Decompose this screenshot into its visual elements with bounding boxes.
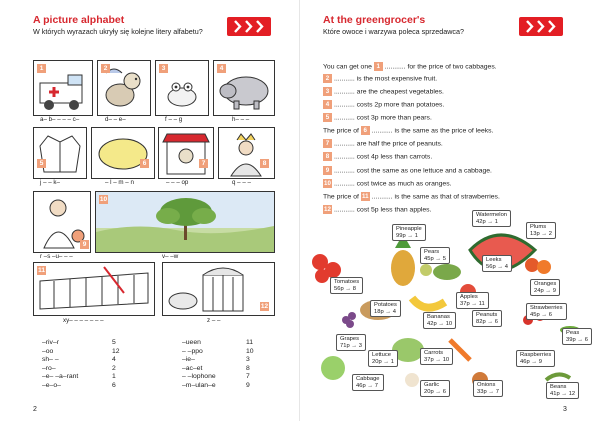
picture-number: 11 [38,267,45,274]
word-gap: –oo [42,347,54,355]
picture-clue: xy– – – – – – – [63,317,104,324]
price-tag [336,334,366,351]
price-tag [530,279,560,296]
picture-xylophone [33,262,155,316]
sentence-text: ........... cost 4p less than carrots. [334,153,433,161]
price-tag-price: 56p → 4 [486,263,508,270]
price-tag-price: 41p → 12 [550,390,576,397]
price-tag-name: Watermelon [476,212,508,218]
price-tag [330,277,363,294]
picture-number: 5 [37,159,46,168]
price-tag [472,210,511,227]
sentence-row [323,100,444,110]
sentence-row [323,192,500,202]
price-tag [420,380,450,397]
picture-number: 10 [99,196,108,203]
picture-jacket [33,127,87,179]
price-tag-price: 42p → 10 [427,320,453,327]
price-tag [368,350,398,367]
price-tag [370,300,401,317]
sentence-text: ........... are the cheapest vegetables. [334,88,444,96]
sentence-text: ........... cost twice as much as oranges. [334,180,452,188]
sentence-number: 11 [362,193,369,200]
word-gap: –ac–et [182,364,203,372]
price-tag-price: 46p → 7 [356,382,378,389]
price-tag [526,222,556,239]
right-page-title: At the greengrocer's [323,14,426,26]
picture-number: 3 [159,64,168,73]
sentence-text: ........... cost 5p less than apples. [334,206,432,214]
page-number: 3 [563,406,567,413]
picture-number: 9 [80,240,89,249]
sentence-row [323,139,443,149]
price-tag [420,348,453,365]
sentence-number: 6 [361,126,370,135]
page-number: 2 [33,406,37,413]
sentence-row [323,87,444,97]
word-number: 10 [246,347,254,355]
price-tag-name: Lettuce [372,352,392,358]
picture-clue: h– – – [232,116,250,123]
word-number: 11 [246,339,254,346]
picture-shop [158,127,214,179]
sentence-row [323,74,437,84]
price-tag-name: Carrots [424,350,444,356]
sentence-text: ........... costs 2p more than potatoes. [334,101,445,109]
picture-clue: v– –w [162,253,179,260]
price-tag-price: 56p → 8 [334,285,356,292]
price-tag-name: Cabbage [356,376,380,382]
picture-clue: q – – – [232,179,251,186]
word-gap: –e–o– [42,381,61,389]
sentence-text: ........... cost the same as one lettuce and a cabbage. [334,167,492,175]
price-tag-price: 20p → 6 [424,388,446,395]
left-page-subtitle: W których wyrazach ukryły się kolejne litery alfabetu? [33,27,203,36]
word-number: 6 [112,381,116,389]
price-tag-name: Oranges [534,281,557,287]
price-tag-name: Plums [530,224,547,230]
sentence-row [323,152,432,162]
sentence-number: 12 [324,206,331,213]
price-tag-price: 46p → 9 [520,358,542,365]
picture-number: 2 [101,64,110,73]
price-tag-name: Peas [566,330,580,336]
price-tag-name: Strawberries [530,305,563,311]
sentence-row [323,113,432,123]
picture-lemon [91,127,155,179]
sentence-number: 3 [323,87,332,96]
sentence-text: ........... cost 3p more than pears. [334,114,432,122]
right-page [300,0,600,421]
price-tag-price: 99p → 1 [396,232,418,239]
price-tag-name: Grapes [340,336,360,342]
price-tag-name: Leeks [486,257,502,263]
picture-clue: z – – [207,317,221,324]
word-number: 8 [246,364,250,372]
price-tag [423,312,456,329]
word-gap: –e– –a–rant [42,373,79,380]
sentence-row [323,205,431,215]
word-gap: –riv–r [42,339,59,346]
price-tag-price: 45p → 6 [530,311,552,318]
picture-number: 4 [217,64,226,73]
sentence-row [323,126,493,136]
picture-queen [218,127,275,179]
price-tag-price: 18p → 4 [374,308,396,315]
word-number: 4 [112,356,116,363]
left-page-title: A picture alphabet [33,14,125,26]
price-tag-name: Potatoes [374,302,397,308]
sentence-text: ........... is the most expensive fruit. [334,75,438,83]
price-tag-price: 45p → 5 [424,255,446,262]
price-tag-name: Pears [424,249,440,255]
sentence-number: 9 [323,166,332,175]
price-tag-name: Bananas [427,314,450,320]
sentence-row [323,166,492,176]
picture-number: 12 [260,303,269,310]
sentence-number: 2 [323,74,332,83]
price-tag-name: Peanuts [476,312,498,318]
chevron-arrows-icon [227,17,271,36]
sentence-text: ........... are half the price of peanuts. [334,140,443,148]
sentence-row [323,179,451,189]
price-tag-price: 20p → 1 [372,358,394,365]
price-tag-name: Raspberries [520,352,552,358]
price-tag [546,382,579,399]
price-tag [482,255,512,272]
word-list-left [42,339,142,390]
sentence-text: ........... for the price of two cabbages. [384,63,497,71]
word-gap: – –ppo [182,347,203,355]
price-tag-price: 37p → 11 [460,300,485,307]
price-tag-price: 39p → 6 [566,336,588,343]
price-tag-price: 71p → 3 [340,342,362,349]
price-tag-price: 37p → 10 [424,356,450,363]
picture-clue: r –s –u– – – [40,253,73,260]
price-tag [420,247,450,264]
word-number: 1 [112,373,116,380]
picture-clue: – – – op [166,179,189,186]
sentence-number: 5 [323,113,332,122]
picture-clue: j – – k– [40,179,60,186]
sentence-number: 10 [324,180,331,187]
word-list-right [182,339,282,390]
picture-clue: – l – m – n [105,179,134,186]
price-tag-price: 82p → 6 [476,318,498,325]
price-tag-name: Apples [460,294,478,300]
word-gap: –m–ulan–e [182,381,216,389]
sentence-lead: The price of [323,127,359,135]
word-gap: sh– – [42,356,59,363]
sentence-number: 1 [374,62,383,71]
word-gap: –ie– [182,356,195,363]
word-gap: –ueen [182,339,201,346]
picture-number: 8 [260,159,269,168]
picture-clue: f – – g [165,116,183,123]
price-tag-name: Onions [477,382,496,388]
picture-clue: a– b– – – – c– [40,116,80,123]
price-tag-name: Pineapple [396,226,422,232]
price-tag [392,224,426,241]
price-tag-price: 42p → 1 [476,218,498,225]
sentence-number: 7 [323,139,332,148]
word-number: 2 [112,364,116,372]
price-tag [472,310,502,327]
price-tag-price: 33p → 7 [477,388,499,395]
sentence-lead: The price of [323,193,359,201]
word-number: 12 [112,347,120,355]
price-tag [473,380,503,397]
word-gap: – –lophone [182,373,216,380]
price-tag [456,292,489,309]
price-tag-price: 24p → 9 [534,287,556,294]
picture-number: 6 [140,159,149,168]
word-number: 5 [112,339,116,346]
picture-number: 7 [199,159,208,168]
word-gap: –ro– [42,364,56,372]
picture-zoo-gate [162,262,275,316]
price-tag [352,374,384,391]
price-tag-name: Garlic [424,382,440,388]
sentence-number: 4 [323,100,332,109]
picture-tree-landscape [95,191,275,253]
sentence-text: ........... is the same as the price of leeks. [371,127,494,135]
price-tag-name: Beans [550,384,567,390]
picture-number: 1 [37,64,46,73]
word-number: 7 [246,373,250,380]
sentence-text: ........... is the same as that of strawberries. [371,193,500,201]
price-tag [562,328,592,345]
price-tag-name: Tomatoes [334,279,360,285]
chevron-arrows-icon [519,17,563,36]
word-number: 9 [246,381,250,389]
picture-clue: d– – e– [105,116,126,123]
word-number: 3 [246,356,250,363]
sentence-row [323,62,497,72]
right-page-subtitle: Które owoce i warzywa poleca sprzedawca? [323,27,465,36]
price-tag [526,303,567,320]
price-tag-price: 13p → 2 [530,230,552,237]
sentence-number: 8 [323,152,332,161]
price-tag [516,350,555,367]
sentence-lead: You can get one [323,63,372,71]
